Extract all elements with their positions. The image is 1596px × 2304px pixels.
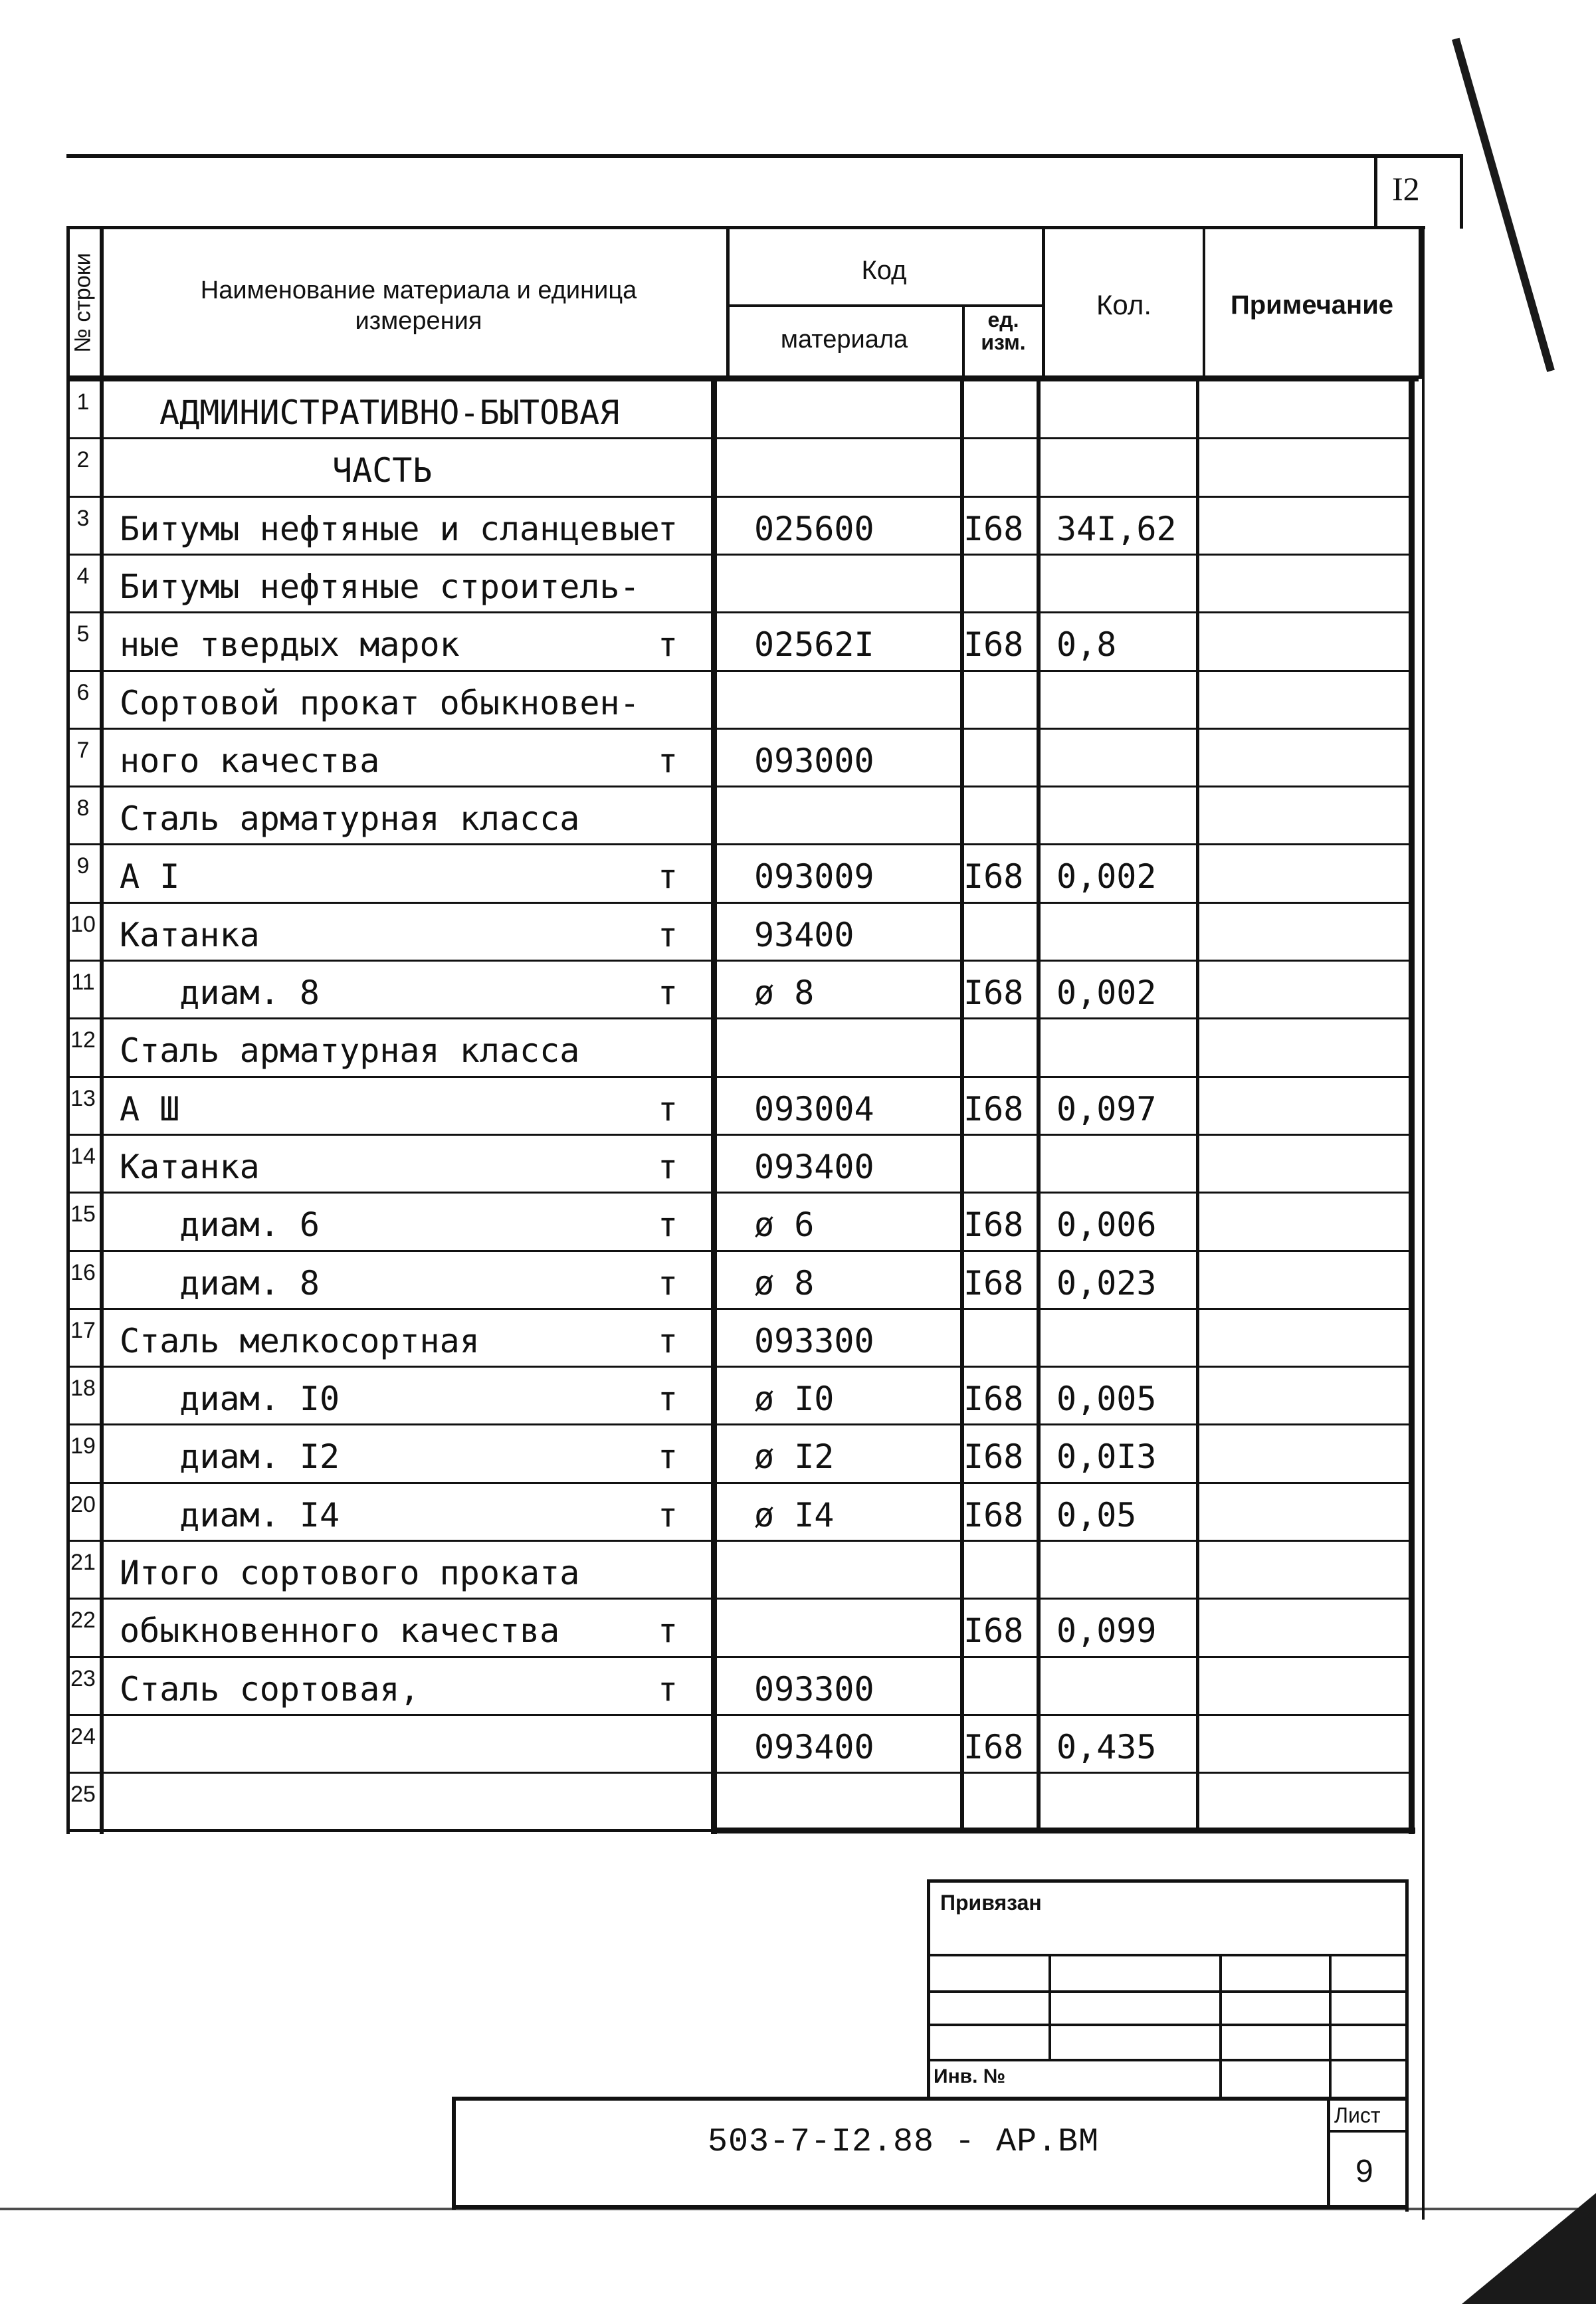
material-name: ные твердых марок xyxy=(120,625,460,665)
row-divider xyxy=(66,437,1412,439)
row-number: 18 xyxy=(70,1376,96,1402)
unit-mark: т xyxy=(658,741,678,780)
unit-code: I68 xyxy=(963,1263,1024,1303)
quantity-header: Кол. xyxy=(1096,289,1152,320)
material-code: 025600 xyxy=(754,509,874,548)
material-name: ного качества xyxy=(120,741,380,780)
row-number: 10 xyxy=(70,911,96,937)
stamp-top xyxy=(927,1879,1409,1883)
row-divider xyxy=(66,902,1412,904)
code-unit-header: ед. изм. xyxy=(981,308,1026,354)
row-number: 9 xyxy=(76,853,90,879)
material-name: диам. 8 xyxy=(120,974,320,1012)
row-number: 7 xyxy=(76,737,90,763)
row-divider xyxy=(66,1134,1412,1136)
material-code: 093400 xyxy=(754,1727,874,1766)
material-name: Сталь сортовая, xyxy=(120,1669,420,1709)
row-number: 11 xyxy=(71,970,95,995)
quantity: 0,099 xyxy=(1056,1612,1157,1651)
row-number: 19 xyxy=(70,1433,96,1459)
material-name: обыкновенного качества xyxy=(120,1612,560,1651)
material-name: АДМИНИСТРАТИВНО-БЫТОВАЯ xyxy=(159,393,620,432)
right-frame xyxy=(1422,226,1425,2220)
material-code: 02562I xyxy=(754,625,874,665)
unit-mark: т xyxy=(658,1380,678,1419)
row-number: 14 xyxy=(70,1143,96,1169)
code-box-left xyxy=(711,375,717,1834)
row-divider xyxy=(66,496,1412,498)
row-divider xyxy=(66,960,1412,962)
row-divider xyxy=(66,1482,1412,1484)
row-divider xyxy=(66,1598,1412,1600)
row-number: 1 xyxy=(76,389,90,415)
stamp-right xyxy=(1405,1879,1409,2212)
material-name: А Ш xyxy=(120,1089,180,1128)
header-bottom-line xyxy=(66,375,1419,381)
sheet-box-split xyxy=(1327,2130,1407,2133)
material-name: диам. 8 xyxy=(120,1263,320,1303)
material-name: Катанка xyxy=(120,915,260,954)
top-border xyxy=(66,154,1462,158)
quantity: 34I,62 xyxy=(1056,509,1177,548)
unit-mark: т xyxy=(658,1669,678,1709)
row-divider xyxy=(66,785,1412,787)
row-divider xyxy=(66,1772,1412,1774)
code-unit-column-line xyxy=(1037,375,1041,1831)
unit-code: I68 xyxy=(963,1089,1024,1128)
stamp-left xyxy=(927,1879,930,2099)
material-code: ø 6 xyxy=(754,1205,815,1245)
material-name: Сортовой прокат обыкновен- xyxy=(120,683,640,722)
quantity: 0,005 xyxy=(1056,1380,1157,1419)
stamp-line-1 xyxy=(927,1954,1409,1956)
material-code: 093400 xyxy=(754,1147,874,1186)
row-number: 13 xyxy=(70,1085,96,1111)
unit-code: I68 xyxy=(963,1380,1024,1419)
inv-label: Инв. № xyxy=(934,2065,1006,2087)
row-divider xyxy=(66,1192,1412,1194)
row-divider xyxy=(66,1714,1412,1716)
row-number: 23 xyxy=(70,1665,96,1691)
material-code: 093000 xyxy=(754,741,874,780)
row-divider xyxy=(66,1423,1412,1425)
note-column-line-header xyxy=(1419,226,1422,379)
material-name: Битумы нефтяные строитель- xyxy=(120,567,640,606)
material-code: ø I0 xyxy=(754,1380,835,1419)
unit-mark: т xyxy=(658,915,678,954)
row-number: 25 xyxy=(70,1782,96,1808)
row-divider xyxy=(66,611,1412,613)
row-number: 22 xyxy=(70,1608,96,1633)
row-number: 15 xyxy=(70,1202,96,1227)
unit-mark: т xyxy=(658,1205,678,1245)
unit-code: I68 xyxy=(963,1727,1024,1766)
page-number: I2 xyxy=(1392,170,1420,207)
unit-mark: т xyxy=(658,1612,678,1651)
row-number: 17 xyxy=(70,1317,96,1343)
unit-mark: т xyxy=(658,1147,678,1186)
stamp-col-3 xyxy=(1329,1954,1332,2099)
material-code: 093300 xyxy=(754,1669,874,1709)
material-code: ø 8 xyxy=(754,1263,815,1303)
quantity: 0,0I3 xyxy=(1056,1437,1157,1477)
header-top-line xyxy=(66,226,1425,229)
unit-mark: т xyxy=(658,974,678,1012)
row-divider xyxy=(66,554,1412,556)
row-number: 5 xyxy=(76,621,90,647)
rowno-column-line xyxy=(100,226,104,1834)
material-name: Катанка xyxy=(120,1147,260,1186)
unit-mark: т xyxy=(658,1263,678,1303)
row-divider xyxy=(66,1656,1412,1658)
quantity: 0,05 xyxy=(1056,1495,1137,1534)
material-name: ЧАСТЬ xyxy=(332,451,433,490)
row-number: 20 xyxy=(70,1491,96,1517)
unit-mark: т xyxy=(658,1321,678,1360)
stamp-line-3 xyxy=(927,2024,1409,2026)
material-name: диам. I2 xyxy=(120,1437,340,1477)
qty-column-line xyxy=(1196,375,1199,1831)
material-code: ø I4 xyxy=(754,1495,835,1534)
row-divider xyxy=(66,1076,1412,1078)
unit-code: I68 xyxy=(963,509,1024,548)
unit-mark: т xyxy=(658,1495,678,1534)
row-number: 4 xyxy=(76,563,90,589)
row-divider xyxy=(66,670,1412,672)
row-divider xyxy=(66,728,1412,730)
quantity: 0,006 xyxy=(1056,1205,1157,1245)
unit-mark: т xyxy=(658,625,678,665)
code-header: Код xyxy=(861,256,907,285)
quantity: 0,002 xyxy=(1056,974,1157,1012)
row-number: 2 xyxy=(76,447,90,473)
row-number: 16 xyxy=(70,1259,96,1285)
quantity: 0,002 xyxy=(1056,857,1157,896)
material-name: Итого сортового проката xyxy=(120,1554,580,1592)
material-code: ø 8 xyxy=(754,974,815,1012)
material-code: 093300 xyxy=(754,1321,874,1360)
material-code: ø I2 xyxy=(754,1437,835,1477)
unit-code: I68 xyxy=(963,625,1024,665)
rowno-header: № строки xyxy=(70,252,96,353)
title-strip-left xyxy=(452,2097,456,2210)
page-number-box-right xyxy=(1460,154,1463,229)
bound-label: Привязан xyxy=(940,1891,1042,1915)
stamp-col-1 xyxy=(1048,1954,1051,2060)
quantity: 0,8 xyxy=(1056,625,1117,665)
material-name: диам. I0 xyxy=(120,1380,340,1419)
row-number: 6 xyxy=(76,679,90,705)
material-name: диам. 6 xyxy=(120,1205,320,1245)
unit-code: I68 xyxy=(963,974,1024,1012)
quantity: 0,435 xyxy=(1056,1727,1157,1766)
unit-mark: т xyxy=(658,857,678,896)
material-name: Сталь арматурная класса xyxy=(120,799,580,839)
sheet-label: Лист xyxy=(1334,2103,1381,2127)
unit-code: I68 xyxy=(963,1495,1024,1534)
material-name: Битумы нефтяные и сланцевые xyxy=(120,509,660,548)
sheet-box-left xyxy=(1327,2097,1330,2206)
name-header: Наименование материала и единица измерения xyxy=(200,276,637,335)
quantity: 0,023 xyxy=(1056,1263,1157,1303)
row-number: 21 xyxy=(70,1550,96,1575)
material-code: 093009 xyxy=(754,857,874,896)
note-header: Примечание xyxy=(1230,290,1394,320)
unit-code: I68 xyxy=(963,1437,1024,1477)
row-number: 3 xyxy=(76,505,90,531)
title-strip-top xyxy=(452,2097,1409,2101)
material-name: Сталь арматурная класса xyxy=(120,1031,580,1071)
row-divider xyxy=(66,843,1412,845)
scan-streak xyxy=(1452,38,1555,372)
material-name: А I xyxy=(120,857,180,896)
material-code: 093004 xyxy=(754,1089,874,1128)
row-divider xyxy=(66,1830,1412,1832)
stamp-line-4 xyxy=(927,2059,1409,2061)
material-name: Сталь мелкосортная xyxy=(120,1321,480,1360)
code-split-line xyxy=(726,304,1042,307)
quantity: 0,097 xyxy=(1056,1089,1157,1128)
material-name: диам. I4 xyxy=(120,1495,340,1534)
row-number: 8 xyxy=(76,795,90,821)
stamp-col-2 xyxy=(1219,1954,1222,2099)
page-number-box-left xyxy=(1374,154,1377,229)
unit-mark: т xyxy=(658,509,678,548)
unit-mark: т xyxy=(658,1437,678,1477)
row-divider xyxy=(66,1366,1412,1368)
bottom-rule xyxy=(0,2208,1596,2210)
sheet-number: 9 xyxy=(1355,2154,1373,2189)
material-code: 93400 xyxy=(754,915,854,954)
document-code: 503-7-I2.88 - АР.ВМ xyxy=(708,2123,1100,2161)
table-right-border xyxy=(1409,375,1415,1834)
unit-code: I68 xyxy=(963,857,1024,896)
row-divider xyxy=(66,1250,1412,1252)
row-divider xyxy=(66,1540,1412,1542)
stamp-line-2 xyxy=(927,1990,1409,1993)
code-material-header: материала xyxy=(780,326,908,354)
row-number: 12 xyxy=(70,1027,96,1053)
unit-code: I68 xyxy=(963,1205,1024,1245)
unit-mark: т xyxy=(658,1089,678,1128)
row-divider xyxy=(66,1308,1412,1310)
row-number: 24 xyxy=(70,1723,96,1749)
row-divider xyxy=(66,1017,1412,1019)
unit-code: I68 xyxy=(963,1612,1024,1651)
name-column-line-header xyxy=(726,226,730,379)
